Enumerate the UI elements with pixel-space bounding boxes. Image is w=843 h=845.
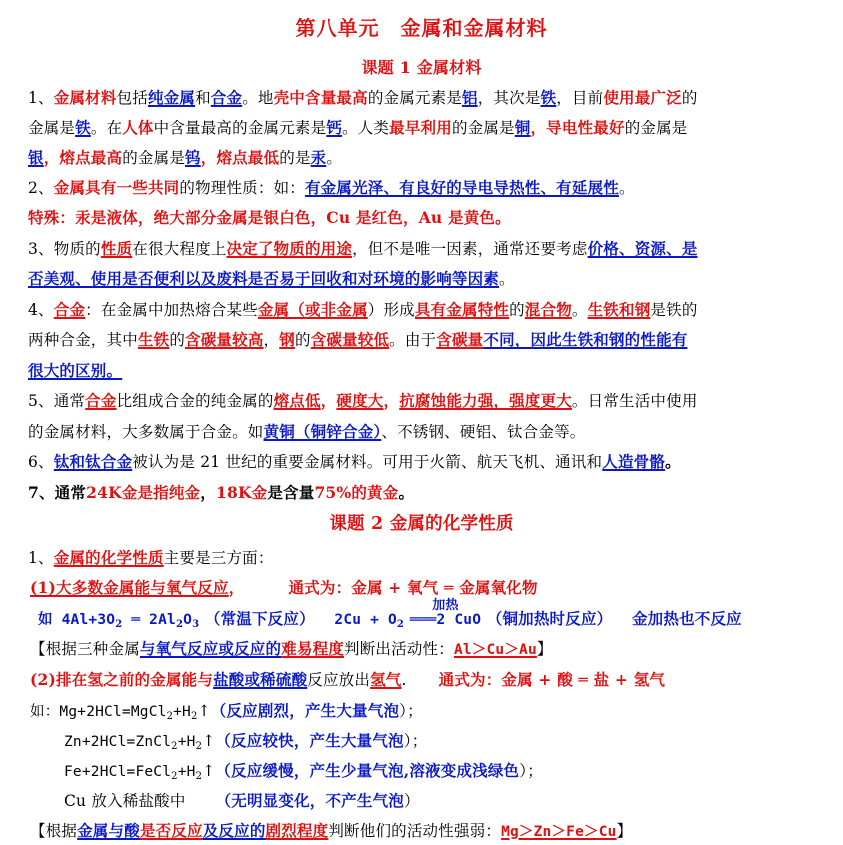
topic1-point6: 6、钛和钛合金被认为是 21 世纪的重要金属材料。可用于火箭、航天飞机、通讯和人造骨骼。: [28, 452, 681, 471]
oxygen-activity-conclusion: 【根据三种金属与氧气反应或反应的难易程度判断出活动性：Al＞Cu＞Au】: [30, 639, 553, 658]
acid-reaction-fe: $Fe+2HCl=FeCl_2+H_2↑$（反应缓慢，产生少量气泡,溶液变成浅绿色）；: [64, 761, 543, 782]
topic2-point1: 1、金属的化学性质主要是三方面：: [28, 548, 274, 567]
topic1-heading: 课题 1 金属材料: [361, 58, 482, 77]
topic1-special-note: 特殊：汞是液体，绝大部分金属是银白色，Cu 是红色，Au 是黄色。: [28, 208, 511, 227]
topic1-point4-line1: 4、合金：在金属中加热熔合某些金属（或非金属）形成具有金属特性的混合物。生铁和钢是铁的: [28, 300, 698, 319]
topic1-point1-line3: 银，熔点最高的金属是钨，熔点最低的是汞。: [28, 148, 343, 167]
topic1-point7: 7、通常24K金是指纯金，18K金是含量75%的黄金。: [28, 483, 415, 502]
unit-title: 第八单元 金属和金属材料: [295, 16, 548, 40]
acid-reaction-heading: (2)排在氢之前的金属能与盐酸或稀硫酸反应放出氢气. 通式为：金属 + 酸 ═ 盐 + 氢气: [30, 670, 666, 689]
oxygen-reaction-heading: (1)大多数金属能与氧气反应， 通式为：金属 + 氧气 ═ 金属氧化物: [30, 578, 538, 597]
topic1-point5-line1: 5、通常合金比组成合金的纯金属的熔点低，硬度大，抗腐蚀能力强，强度更大。日常生活中使用: [28, 391, 698, 410]
acid-reaction-zn: $Zn+2HCl=ZnCl_2+H_2↑$（反应较快，产生大量气泡）；: [64, 731, 428, 752]
topic1-point3-line1: 3、物质的性质在很大程度上决定了物质的用途，但不是唯一因素，通常还要考虑价格、资源、是: [28, 239, 698, 258]
heating-condition: 加热 ═══2 CuO: [409, 598, 482, 628]
topic2-heading: 课题 2 金属的化学性质: [329, 514, 514, 534]
topic1-point1-line1: 1、金属材料包括纯金属和合金。地壳中含量最高的金属元素是铝，其次是铁，目前使用最广泛的: [28, 88, 698, 107]
acid-reaction-mg: 如：$Mg+2HCl=MgCl_2+H_2↑$（反应剧烈，产生大量气泡）；: [30, 701, 423, 722]
acid-activity-conclusion: 【根据金属与酸是否反应及反应的剧烈程度判断他们的活动性强弱：Mg＞Zn＞Fe＞Cu】: [30, 821, 633, 840]
topic1-point1-line2: 金属是铁。在人体中含量最高的金属元素是钙。人类最早利用的金属是铜，导电性最好的金属是: [28, 118, 688, 137]
topic1-point4-line2: 两种合金，其中生铁的含碳量较高，钢的含碳量较低。由于含碳量不同，因此生铁和钢的性能有: [28, 330, 688, 349]
topic1-point2: 2、金属具有一些共同的物理性质：如：有金属光泽、有良好的导电导热性、有延展性。: [28, 178, 635, 197]
topic1-point5-line2: 的金属材料，大多数属于合金。如黄铜（铜锌合金）、不锈钢、硬铝、钛合金等。: [28, 422, 586, 441]
oxygen-reaction-examples: 如 $4Al+3O_2$ ═ $2Al_2O_3$ （常温下反应） $2Cu + O_2$ 加热 ═══2 CuO （铜加热时反应） 金加热也不反应: [38, 598, 742, 630]
topic1-point3-line2: 否美观、使用是否便利以及废料是否易于回收和对环境的影响等因素。: [28, 269, 515, 288]
acid-reaction-cu: Cu 放入稀盐酸中 （无明显变化，不产生气泡）: [64, 791, 420, 810]
topic1-point4-line3: 很大的区别。: [28, 361, 123, 380]
